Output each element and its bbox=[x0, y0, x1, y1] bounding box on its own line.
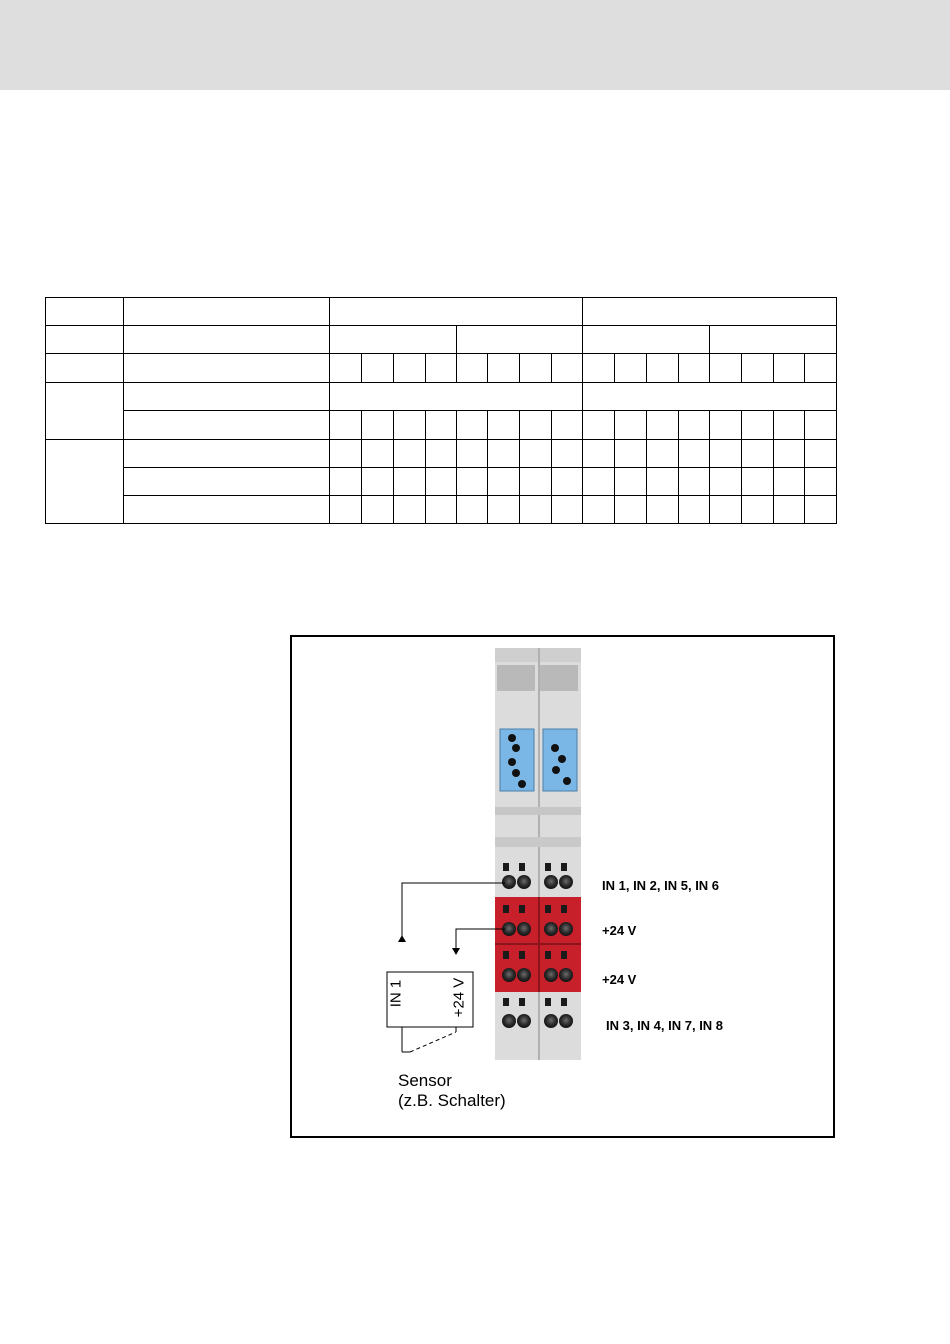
label-plus24v-top: +24 V bbox=[602, 923, 637, 938]
wiring-figure bbox=[290, 635, 835, 1138]
table-row bbox=[46, 326, 837, 354]
sensor-in1-label: IN 1 bbox=[387, 979, 405, 1008]
sensor-caption-line1: Sensor bbox=[398, 1071, 452, 1090]
table-row bbox=[46, 298, 837, 326]
empty-grid-table bbox=[45, 297, 837, 524]
sensor-24v-label: +24 V bbox=[450, 977, 468, 1018]
sensor-caption bbox=[398, 1071, 506, 1111]
table-row bbox=[46, 383, 837, 411]
table-row bbox=[46, 411, 837, 440]
page-header-band bbox=[0, 0, 950, 90]
sensor-caption-line2: (z.B. Schalter) bbox=[398, 1091, 506, 1110]
wiring-lines bbox=[387, 883, 505, 1052]
arrow-down-icon bbox=[452, 948, 460, 955]
arrow-up-icon bbox=[398, 935, 406, 942]
table-row bbox=[46, 354, 837, 383]
led-block-left bbox=[500, 729, 534, 791]
table-row bbox=[46, 440, 837, 468]
table-row bbox=[46, 496, 837, 524]
table-row bbox=[46, 468, 837, 496]
label-inputs-3-4-7-8: IN 3, IN 4, IN 7, IN 8 bbox=[606, 1018, 724, 1033]
label-plus24v-bottom: +24 V bbox=[602, 972, 637, 987]
module-illustration bbox=[292, 637, 833, 1136]
label-inputs-1-2-5-6: IN 1, IN 2, IN 5, IN 6 bbox=[602, 878, 720, 893]
led-block-right bbox=[543, 729, 577, 791]
